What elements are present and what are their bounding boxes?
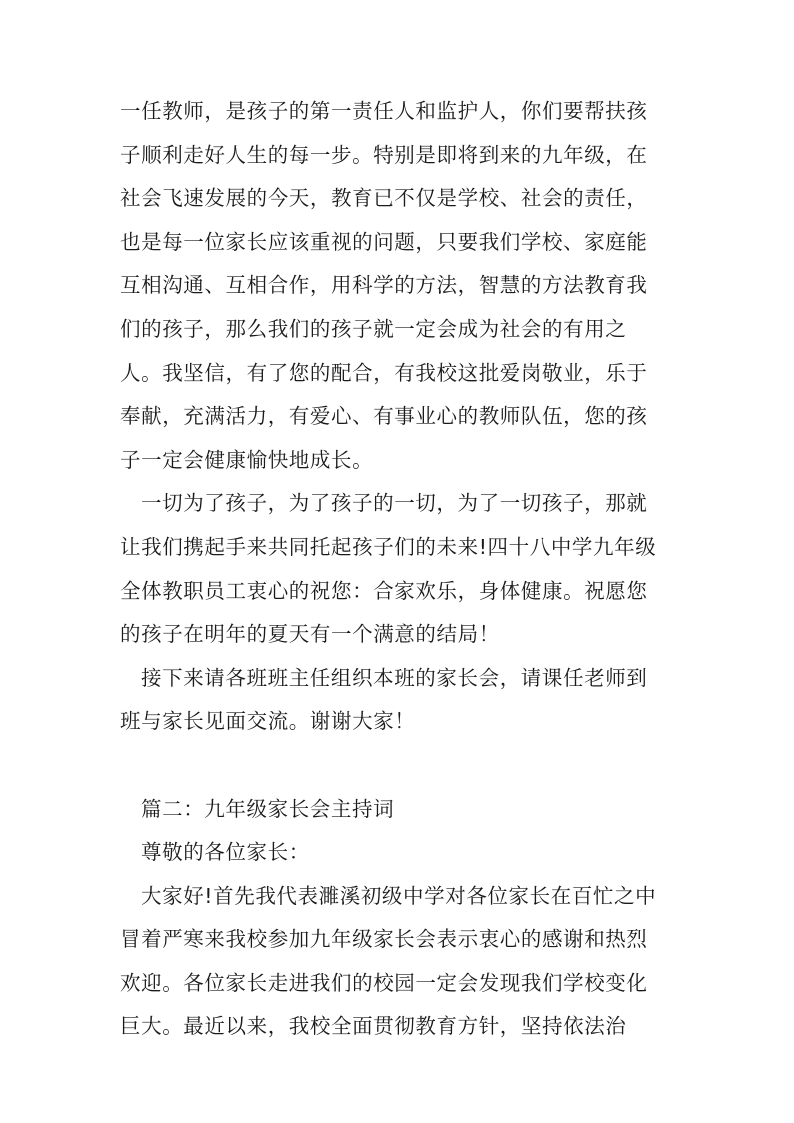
salutation-line: 尊敬的各位家长： [141,840,310,865]
paragraph-start-line: 接下来请各班班主任组织本班的家长会，请课任老师到 [141,665,648,690]
text-line: 让我们携起手来共同托起孩子们的未来!四十八中学九年级 [120,534,657,559]
text-line: 一任教师，是孩子的第一责任人和监护人，你们要帮扶孩 [120,99,648,123]
text-line: 们的孩子，那么我们的孩子就一定会成为社会的有用之 [120,316,627,341]
text-line: 子一定会健康愉快地成长。 [120,447,374,472]
text-line: 欢迎。各位家长走进我们的校园一定会发现我们学校变化 [120,970,648,995]
section-heading: 篇二：九年级家长会主持词 [141,796,395,821]
paragraph-start-line: 大家好!首先我代表濉溪初级中学对各位家长在百忙之中 [141,883,657,908]
text-line: 巨大。最近以来，我校全面贯彻教育方针，坚持依法治 [120,1014,627,1039]
text-line: 也是每一位家长应该重视的问题，只要我们学校、家庭能 [120,229,648,254]
text-line: 人。我坚信，有了您的配合，有我校这批爱岗敬业，乐于 [120,360,648,385]
text-line: 班与家长见面交流。谢谢大家！ [120,709,416,734]
text-line: 互相沟通、互相合作，用科学的方法，智慧的方法教育我 [120,273,648,298]
text-line: 的孩子在明年的夏天有一个满意的结局！ [120,622,500,647]
text-line: 全体教职员工衷心的祝您：合家欢乐，身体健康。祝愿您 [120,578,648,603]
paragraph-start-line: 一切为了孩子，为了孩子的一切，为了一切孩子，那就 [141,491,648,516]
text-line: 社会飞速发展的今天，教育已不仅是学校、社会的责任， [120,186,648,211]
text-line: 奉献，充满活力，有爱心、有事业心的教师队伍，您的孩 [120,404,648,429]
text-line: 冒着严寒来我校参加九年级家长会表示衷心的感谢和热烈 [120,927,648,952]
text-line: 子顺利走好人生的每一步。特别是即将到来的九年级，在 [120,142,648,167]
document-body [120,90,680,1049]
blank-line [120,744,680,788]
